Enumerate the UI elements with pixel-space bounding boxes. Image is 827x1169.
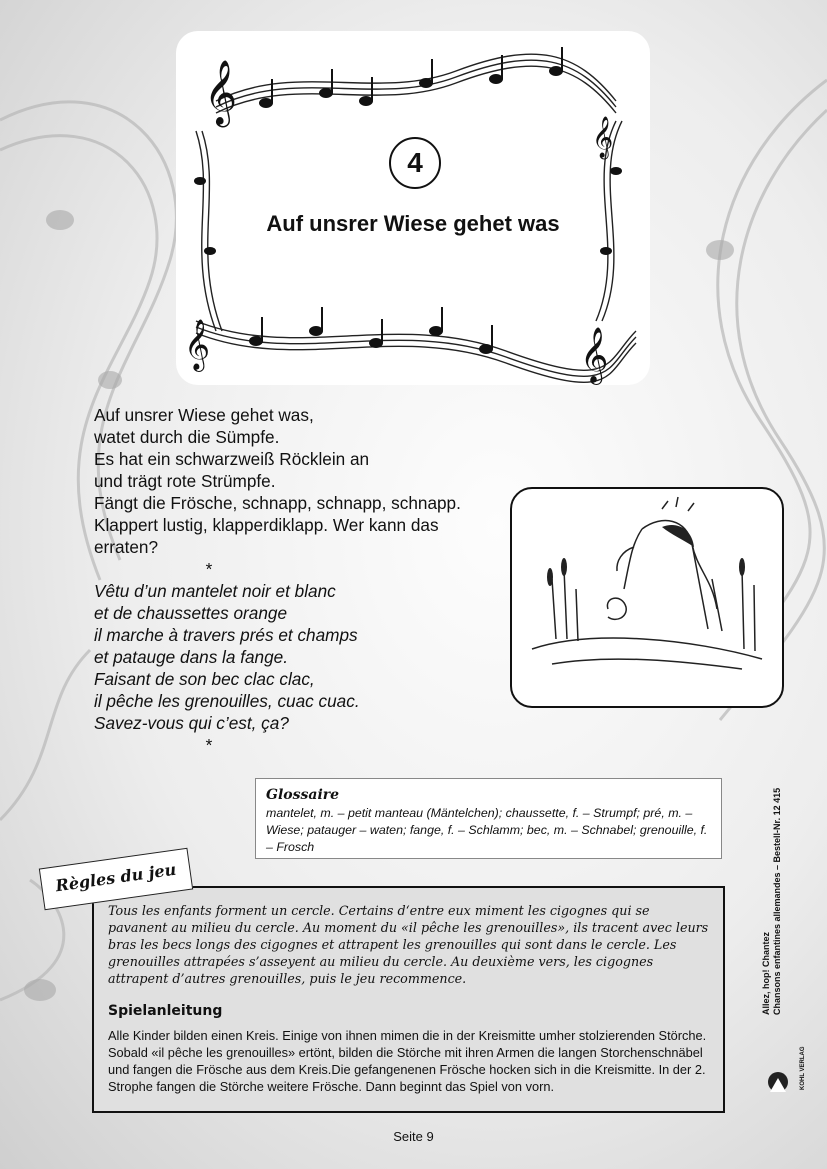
publisher-logo-icon: [764, 1068, 792, 1098]
rules-german-heading: Spielanleitung: [108, 1003, 223, 1019]
page-number: Seite 9: [393, 1129, 434, 1144]
lyric-line-fr: et de chaussettes orange: [94, 603, 288, 623]
verse-separator: *: [205, 735, 213, 755]
lyric-line-fr: Faisant de son bec clac clac,: [94, 669, 315, 689]
lyric-line-de: Klappert lustig, klapperdiklapp. Wer kann das: [94, 515, 439, 535]
title-card: [176, 31, 650, 385]
svg-text:𝄞: 𝄞: [580, 327, 609, 383]
lyric-line-de: erraten?: [94, 537, 159, 557]
lyric-line-fr: et patauge dans la fange.: [94, 647, 288, 667]
stork-illustration: [510, 487, 784, 708]
lyric-line-de: Auf unsrer Wiese gehet was,: [94, 405, 314, 425]
rules-tag: Règles du jeu: [39, 848, 193, 910]
side-imprint-line2: Chansons enfantines allemandes – Bestell-Nr. 12 415: [772, 787, 782, 1015]
song-number: 4: [389, 137, 441, 189]
lyric-line-fr: Savez-vous qui c’est, ça?: [94, 713, 289, 733]
side-imprint: [761, 755, 783, 1015]
lyric-line-de: Es hat ein schwarzweiß Röcklein an: [94, 449, 370, 469]
publisher-name: KOHL VERLAG: [800, 1046, 806, 1090]
glossary-box: [255, 778, 722, 859]
music-notes-frame-icon: [176, 31, 650, 385]
svg-text:𝄞: 𝄞: [204, 60, 238, 125]
svg-text:𝄞: 𝄞: [592, 117, 614, 158]
game-rules-box: [92, 886, 725, 1113]
glossary-title: Glossaire: [266, 787, 340, 803]
lyric-line-fr: il pêche les grenouilles, cuac cuac.: [94, 691, 360, 711]
lyric-line-fr: Vêtu d’un mantelet noir et blanc: [94, 581, 336, 601]
lyric-line-de: und trägt rote Strümpfe.: [94, 471, 276, 491]
glossary-text: mantelet, m. – petit manteau (Mäntelchen); chaussette, f. – Strumpf; pré, m. – Wiese; patauger – waten; fange, f. – Schlamm; bec, m. – Schnabel; grenouille, f. – Frosch: [266, 806, 708, 854]
stork-catching-frog-icon: [512, 489, 782, 706]
rules-french-text: Tous les enfants forment un cercle. Certains d‘entre eux miment les cigognes qui se pavanent au milieu du cercle. Au moment du «il pêche les grenouilles», ils tracent avec leurs bras les becs longs des cigognes et attrapent les grenouilles qui sont dans le cercle. Les grenouilles attrapées s’asseyent au milieu du cercle. Au deuxième vers, les cigognes attrapent d’autres grenouilles, puis le jeu recommence.: [108, 903, 709, 986]
rules-german-text: Alle Kinder bilden einen Kreis. Einige von ihnen mimen die in der Kreismitte umher stolzierenden Störche. Sobald «il pêche les grenouilles» ertönt, bilden die Störche mit ihren Armen die langen Storchenschnäbel und fangen die Frösche aus dem Kreis.Die gefangenenen Frösche hocken sich in die Kreismitte. In der 2. Strophe fangen die Störche weitere Frösche. Dann beginnt das Spiel von vorn.: [108, 1028, 707, 1094]
svg-text:𝄞: 𝄞: [184, 319, 211, 370]
lyric-line-de: Fängt die Frösche, schnapp, schnapp, schnapp.: [94, 493, 461, 513]
side-imprint-line1: Allez, hop! Chantez: [761, 932, 771, 1015]
verse-separator: *: [205, 559, 213, 579]
song-title: Auf unsrer Wiese gehet was: [266, 211, 560, 236]
lyric-line-fr: il marche à travers prés et champs: [94, 625, 358, 645]
lyric-line-de: watet durch die Sümpfe.: [94, 427, 280, 447]
song-lyrics: [94, 404, 489, 756]
